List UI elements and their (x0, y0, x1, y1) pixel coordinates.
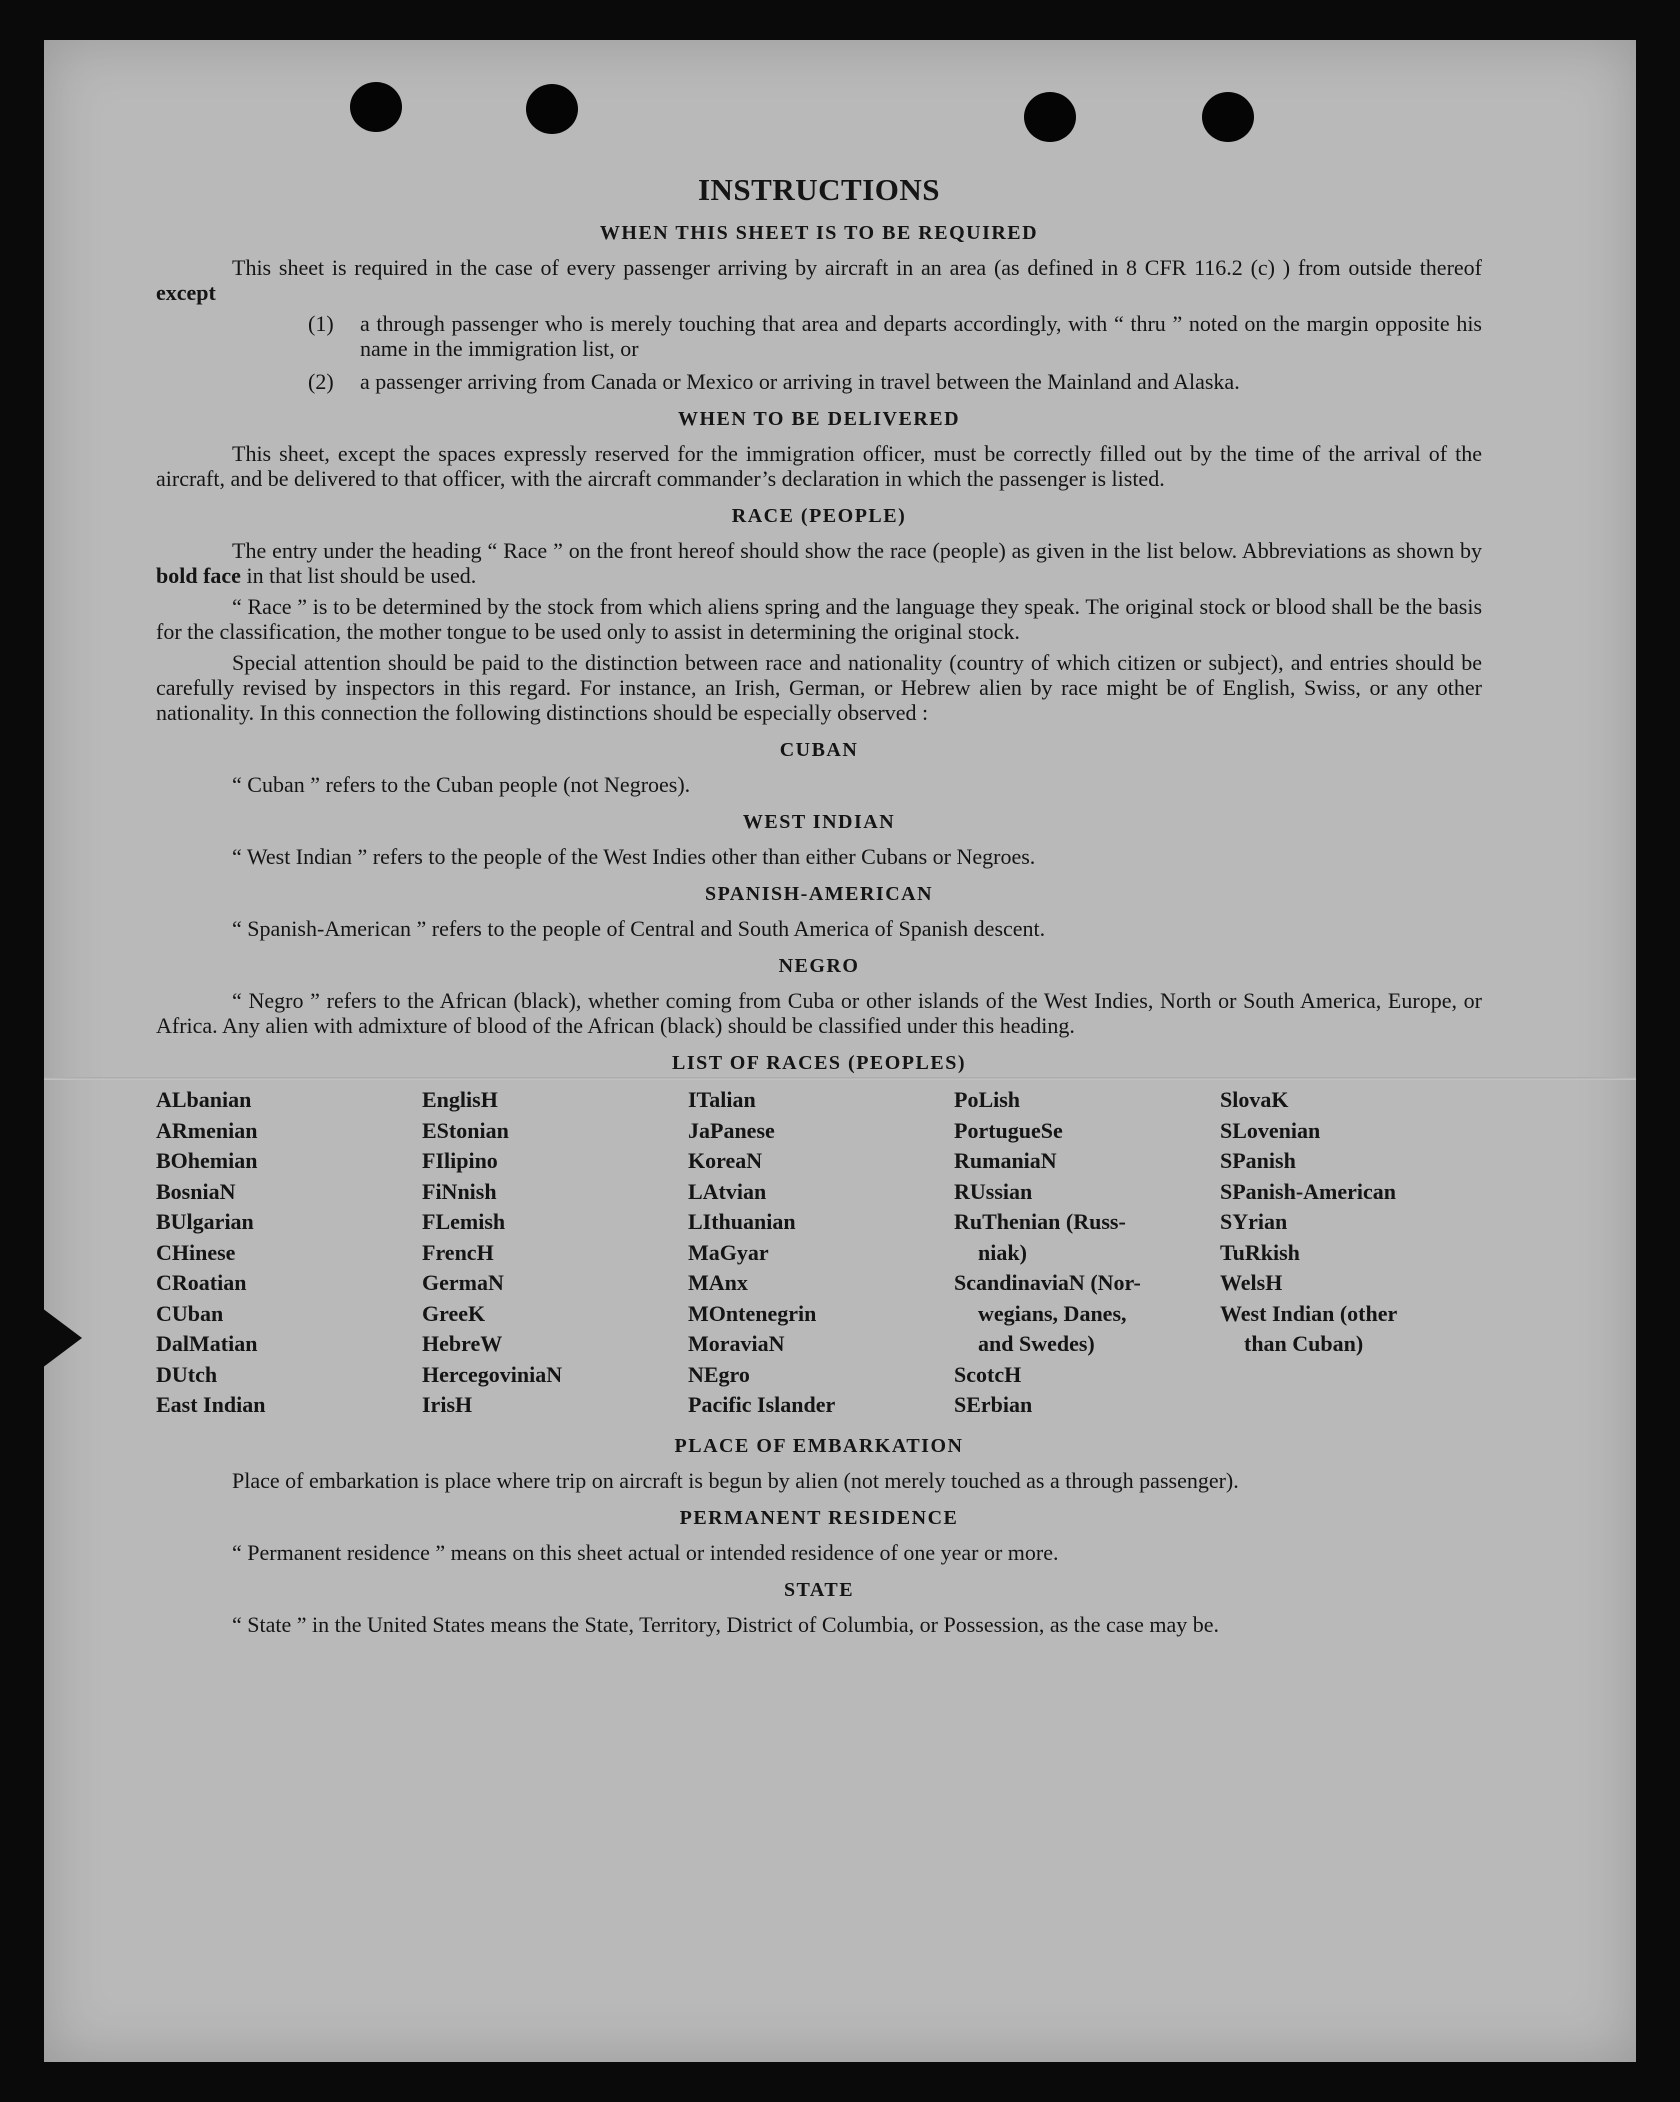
race-entry: BUlgarian (156, 1209, 254, 1234)
cuban-text: “ Cuban ” refers to the Cuban people (not Negroes). (232, 772, 691, 797)
races-column-2 (422, 1085, 688, 1421)
item-number: (2) (308, 369, 334, 394)
races-list (156, 1085, 1482, 1421)
race-entry-continued: niak) (978, 1239, 1027, 1265)
race-entry: RUssian (954, 1178, 1033, 1204)
punch-hole (1202, 92, 1254, 142)
item-text: a passenger arriving from Canada or Mexico or arriving in travel between the Mainland and Alaska. (360, 369, 1240, 394)
race-entry: MoraviaN (688, 1331, 785, 1356)
heading-list-of-races: LIST OF RACES (PEOPLES) (671, 1052, 966, 1074)
races-column-4 (954, 1085, 1220, 1421)
race-entry: ScotcH (954, 1361, 1022, 1387)
race-entry: MOntenegrin (688, 1300, 817, 1326)
race-entry: EStonian (422, 1117, 509, 1143)
exception-item-1 (308, 311, 1482, 361)
race-entry: LAtvian (688, 1178, 767, 1204)
embarkation-text: Place of embarkation is place where trip on aircraft is begun by alien (not merely touched as a through passenger). (232, 1467, 1239, 1493)
spanish-american-text: “ Spanish-American ” refers to the people of Central and South America of Spanish descent. (232, 916, 1046, 941)
race-entry: TuRkish (1220, 1239, 1300, 1265)
race-entry: MaGyar (688, 1239, 769, 1265)
race-paragraph-2: “ Race ” is to be determined by the stock from which aliens spring and the language they speak. The original stock or blood shall be the basis for the classification, the mother tongue to be used only to assist in determining the original stock. (156, 594, 1482, 644)
race-entry: SYrian (1220, 1209, 1288, 1234)
race-entry: RuThenian (Russ- (954, 1209, 1126, 1234)
race-entry: FIlipino (422, 1148, 498, 1173)
race-entry: JaPanese (688, 1117, 775, 1143)
race-entry: SPanish (1220, 1148, 1296, 1173)
race-entry: NEgro (688, 1361, 750, 1387)
heading-state: STATE (783, 1578, 855, 1601)
race-entry: BOhemian (156, 1148, 258, 1173)
west-indian-text: “ West Indian ” refers to the people of the West Indies other than either Cubans or Negroes. (232, 844, 1036, 869)
race-entry: RumaniaN (954, 1148, 1057, 1173)
negro-text: “ Negro ” refers to the African (black), whether coming from Cuba or other islands of the West Indies, North or South America, Europe, or Africa. Any alien with admixture of blood of the African (black) should be classified under this heading. (156, 988, 1482, 1038)
race-entry: GermaN (422, 1270, 504, 1295)
torn-edge (42, 1308, 82, 1368)
punch-hole (526, 84, 578, 134)
page-title: INSTRUCTIONS (697, 172, 940, 207)
race-entry: CRoatian (156, 1270, 247, 1295)
heading-west-indian: WEST INDIAN (742, 811, 896, 833)
race-entry: SlovaK (1220, 1087, 1289, 1112)
races-column-1 (156, 1085, 422, 1421)
required-intro: This sheet is required in the case of every passenger arriving by aircraft in an area (as defined in 8 CFR 116.2 (c) ) from outside thereof except (156, 255, 1482, 305)
race-entry: BosniaN (156, 1178, 236, 1204)
race-paragraph-3: Special attention should be paid to the distinction between race and nationality (country of which citizen or subject), and entries should be carefully revised by inspectors in this regard. For instance, an Irish, German, or Hebrew alien by race might be of English, Swiss, or any other nationality. In this connection the following distinctions should be especially observed : (156, 650, 1482, 725)
race-entry: CHinese (156, 1239, 236, 1265)
race-entry: West Indian (other (1220, 1300, 1398, 1326)
heading-delivered: WHEN TO BE DELIVERED (677, 408, 961, 430)
race-entry: ARmenian (156, 1117, 258, 1143)
heading-embarkation: PLACE OF EMBARKATION (674, 1434, 964, 1457)
race-entry: SPanish-American (1220, 1178, 1396, 1204)
race-entry: SErbian (954, 1392, 1033, 1417)
race-entry: GreeK (422, 1300, 486, 1326)
state-text: “ State ” in the United States means the State, Territory, District of Columbia, or Possession, as the case may be. (232, 1611, 1220, 1637)
document-content (156, 172, 1482, 1643)
race-entry: Pacific Islander (688, 1392, 836, 1417)
exception-item-2 (308, 369, 1482, 394)
race-entry: DUtch (156, 1361, 218, 1387)
race-entry: EnglisH (422, 1087, 498, 1112)
race-entry: FrencH (422, 1239, 494, 1265)
heading-cuban: CUBAN (779, 739, 859, 761)
race-entry: ALbanian (156, 1087, 252, 1112)
race-entry-continued: wegians, Danes, (978, 1300, 1127, 1326)
race-entry: KoreaN (688, 1148, 763, 1173)
race-entry: East Indian (156, 1392, 266, 1417)
race-paragraph-1: The entry under the heading “ Race ” on the front hereof should show the race (people) as given in the list below. Abbreviations as shown by bold face in that list should be used. (156, 538, 1482, 588)
race-entry: PortugueSe (954, 1117, 1063, 1143)
race-entry: ITalian (688, 1087, 756, 1112)
heading-race: RACE (PEOPLE) (731, 505, 907, 527)
heading-spanish-american: SPANISH-AMERICAN (704, 883, 934, 905)
item-number: (1) (308, 311, 334, 336)
race-entry: HercegoviniaN (422, 1361, 563, 1387)
race-entry: DalMatian (156, 1331, 258, 1356)
race-entry: MAnx (688, 1270, 748, 1295)
race-entry: HebreW (422, 1331, 503, 1356)
race-entry: FiNnish (422, 1178, 497, 1204)
item-text: a through passenger who is merely touching that area and departs accordingly, with “ thru ” noted on the margin opposite his name in the immigration list, or (360, 311, 1482, 361)
delivered-text: This sheet, except the spaces expressly reserved for the immigration officer, must be correctly filled out by the time of the arrival of the aircraft, and be delivered to that officer, with the aircraft commander’s declaration in which the passenger is listed. (156, 441, 1482, 491)
race-entry: LIthuanian (688, 1209, 796, 1234)
heading-required: WHEN THIS SHEET IS TO BE REQUIRED (599, 222, 1039, 244)
race-entry-continued: than Cuban) (1244, 1331, 1364, 1356)
residence-text: “ Permanent residence ” means on this sheet actual or intended residence of one year or more. (232, 1539, 1059, 1565)
race-entry-continued: and Swedes) (978, 1331, 1095, 1356)
race-entry: SLovenian (1220, 1117, 1321, 1143)
race-entry: WelsH (1220, 1270, 1283, 1295)
races-column-5 (1220, 1085, 1482, 1421)
punch-hole (350, 82, 402, 132)
race-entry: ScandinaviaN (Nor- (954, 1270, 1141, 1295)
race-entry: IrisH (422, 1392, 473, 1417)
race-entry: CUban (156, 1300, 224, 1326)
punch-hole (1024, 92, 1076, 142)
races-column-3 (688, 1085, 954, 1421)
heading-negro: NEGRO (778, 955, 860, 977)
heading-residence: PERMANENT RESIDENCE (679, 1506, 959, 1529)
race-entry: PoLish (954, 1087, 1021, 1112)
race-entry: FLemish (422, 1209, 506, 1234)
